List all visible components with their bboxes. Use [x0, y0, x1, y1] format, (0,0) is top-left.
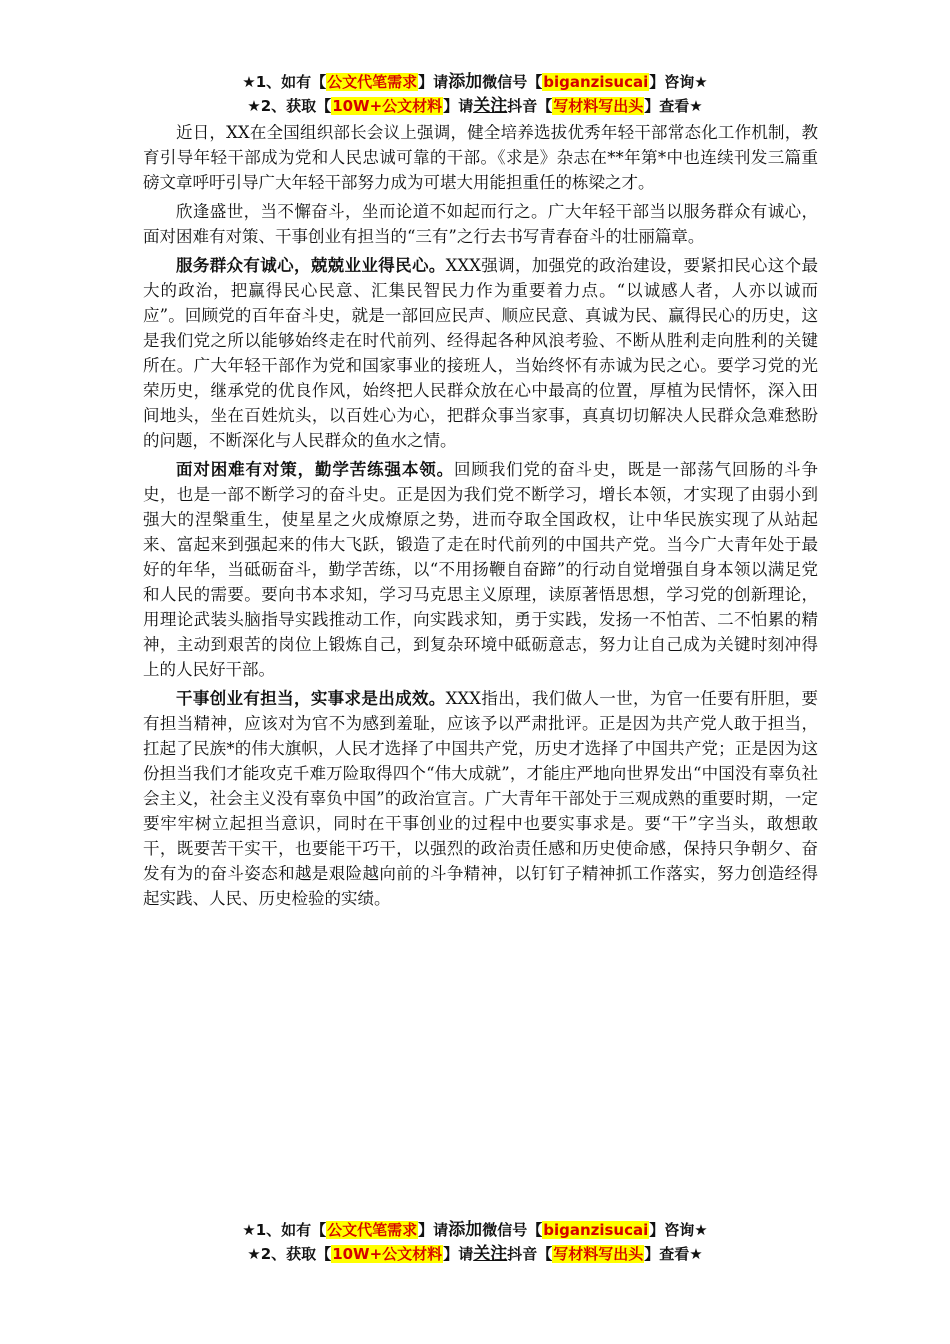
banner-text: 抖音【 — [507, 97, 553, 115]
highlight-wechat-id: biganzisucai — [543, 73, 649, 91]
banner-text: 2、获取【 — [260, 1245, 332, 1263]
bottom-banner — [0, 1218, 950, 1266]
star-icon: ★ — [247, 97, 261, 115]
highlight-service: 公文代笔需求 — [327, 73, 418, 91]
paragraph-text: 回顾我们党的奋斗史，既是一部荡气回肠的斗争史，也是一部不断学习的奋斗史。正是因为我们党不断学习，增长本领，才实现了由弱小到强大的涅槃重生，使星星之火成燎原之势，进而夺取全国政权，让中华民族实现了从站起来、富起来到强起来的伟大飞跃，锻造了走在时代前列的中国共产党。当今广大青年处于最好的年华，当砥砺奋斗，勤学苦练，以“不用扬鞭自奋蹄”的行动自觉增强自身本领以满足党和人民的需要。要向书本求知，学习马克思主义原理，读原著悟思想，学习党的创新理论，用理论武装头脑指导实践推动工作，向实践求知，勇于实践，发扬一不怕苦、二不怕累的精神，主动到艰苦的岗位上锻炼自己，到复杂环境中砥砺意志，努力让自己成为关键时刻冲得上的人民好干部。 — [143, 460, 818, 679]
banner-line-2 — [0, 1242, 950, 1266]
highlight-douyin: 写材料写出头 — [553, 1245, 644, 1263]
paragraph-serve-masses — [143, 253, 818, 453]
highlight-wechat-id: biganzisucai — [543, 1221, 649, 1239]
banner-text: 】查看★ — [644, 97, 703, 115]
highlight-materials: 10W+公文材料 — [332, 97, 443, 115]
banner-text: 2、获取【 — [260, 97, 332, 115]
banner-emphasis: 添加 — [448, 1220, 483, 1240]
banner-text: 】查看★ — [644, 1245, 703, 1263]
banner-line-1 — [0, 1218, 950, 1242]
paragraph-intro: 近日，XX在全国组织部长会议上强调，健全培养选拔优秀年轻干部常态化工作机制，教育引导年轻干部成为党和人民忠诚可靠的干部。《求是》杂志在**年第*中也连续刊发三篇重磅文章呼吁引导广大年轻干部努力成为可堪大用能担重任的栋梁之才。 — [143, 123, 818, 192]
banner-text: 】请 — [418, 73, 449, 91]
paragraph-take-responsibility — [143, 686, 818, 911]
star-icon: ★ — [242, 1221, 256, 1239]
banner-text: 1、如有【 — [255, 1221, 327, 1239]
section-heading: 干事创业有担当，实事求是出成效。 — [176, 689, 446, 708]
banner-text: 微信号【 — [482, 73, 543, 91]
paragraph-text: XXX指出，我们做人一世，为官一任要有肝胆，要有担当精神，应该对为官不为感到羞耻，应该予以严肃批评。正是因为共产党人敢于担当，扛起了民族*的伟大旗帜，人民才选择了中国共产党，历史才选择了中国共产党；正是因为这份担当我们才能攻克千难万险取得四个“伟大成就”，才能庄严地向世界发出“中国没有辜负社会主义，社会主义没有辜负中国”的政治宣言。广大青年干部处于三观成熟的重要时期，一定要牢牢树立起担当意识，同时在干事创业的过程中也要实事求是。要“干”字当头，敢想敢干，既要苦干实干，也要能干巧干，以强烈的政治责任感和历史使命感，保持只争朝夕、奋发有为的奋斗姿态和越是艰险越向前的斗争精神，以钉钉子精神抓工作落实，努力创造经得起实践、人民、历史检验的实绩。 — [143, 689, 818, 908]
article-body — [143, 120, 818, 915]
banner-text: 】请 — [443, 97, 474, 115]
banner-text: 】咨询★ — [649, 1221, 708, 1239]
highlight-douyin: 写材料写出头 — [553, 97, 644, 115]
section-heading: 服务群众有诚心，兢兢业业得民心。 — [176, 256, 446, 275]
highlight-service: 公文代笔需求 — [327, 1221, 418, 1239]
banner-line-2 — [0, 94, 950, 118]
banner-text: 抖音【 — [507, 1245, 553, 1263]
banner-text: 】请 — [443, 1245, 474, 1263]
star-icon: ★ — [247, 1245, 261, 1263]
banner-emphasis: 关注 — [473, 1244, 508, 1264]
section-heading: 面对困难有对策，勤学苦练强本领。 — [176, 460, 454, 479]
banner-text: 1、如有【 — [255, 73, 327, 91]
banner-text: 微信号【 — [482, 1221, 543, 1239]
banner-text: 】咨询★ — [649, 73, 708, 91]
top-banner — [0, 70, 950, 118]
paragraph-text: XXX强调，加强党的政治建设，要紧扣民心这个最大的政治，把赢得民心民意、汇集民智民力作为重要着力点。“以诚感人者，人亦以诚而应”。回顾党的百年奋斗史，就是一部回应民声、顺应民意、真诚为民、赢得民心的历史，这是我们党之所以能够始终走在时代前列、经得起各种风浪考验、不断从胜利走向胜利的关键所在。广大年轻干部作为党和国家事业的接班人，当始终怀有赤诚为民之心。要学习党的光荣历史，继承党的优良作风，始终把人民群众放在心中最高的位置，厚植为民情怀，深入田间地头，坐在百姓炕头，以百姓心为心，把群众事当家事，真真切切解决人民群众急难愁盼的问题，不断深化与人民群众的鱼水之情。 — [143, 256, 818, 450]
banner-text: 】请 — [418, 1221, 449, 1239]
star-icon: ★ — [242, 73, 256, 91]
highlight-materials: 10W+公文材料 — [332, 1245, 443, 1263]
banner-emphasis: 关注 — [473, 96, 508, 116]
banner-line-1 — [0, 70, 950, 94]
paragraph-theme: 欣逢盛世，当不懈奋斗，坐而论道不如起而行之。广大年轻干部当以服务群众有诚心，面对困难有对策、干事创业有担当的“三有”之行去书写青春奋斗的壮丽篇章。 — [143, 202, 818, 246]
paragraph-face-difficulty — [143, 457, 818, 682]
banner-emphasis: 添加 — [448, 72, 483, 92]
